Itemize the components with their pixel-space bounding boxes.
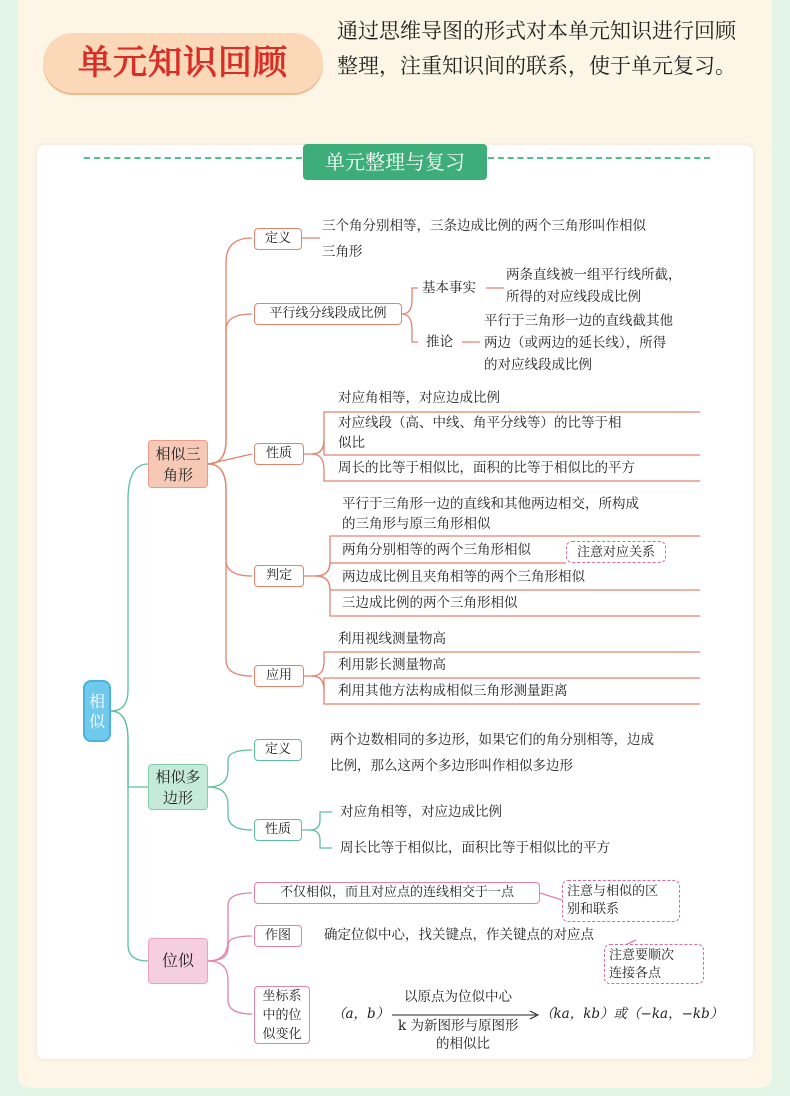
- corollary-line2: 两边（或两边的延长线），所得: [484, 335, 667, 351]
- arrow-label-top: 以原点为位似中心: [404, 989, 512, 1005]
- polygon-definition-line2: 比例，那么这两个多边形叫作相似多边形: [330, 758, 573, 774]
- homothety-note-1-line1: 注意与相似的区: [567, 884, 659, 899]
- homothety-drawing-label: 作图: [254, 925, 302, 947]
- judgement-1a: 平行于三角形一边的直线和其他两边相交，所构成: [342, 496, 639, 512]
- judgement-2: 两角分别相等的两个三角形相似: [342, 542, 531, 558]
- polygon-definition-label: 定义: [254, 739, 302, 761]
- homothety-node: 位似: [148, 938, 208, 984]
- judgement-note: 注意对应关系: [566, 541, 666, 563]
- homothety-drawing-text: 确定位似中心，找关键点，作关键点的对应点: [324, 927, 594, 943]
- basic-fact-line2: 所得的对应线段成比例: [506, 289, 641, 305]
- corollary-line3: 的对应线段成比例: [484, 357, 592, 373]
- homothety-note-2-line2: 连接各点: [609, 966, 662, 981]
- triangle-property-2b: 似比: [338, 435, 365, 451]
- application-1: 利用视线测量物高: [338, 631, 446, 647]
- homothety-note-1-line2: 别和联系: [567, 902, 620, 917]
- triangle-definition-line2: 三角形: [322, 244, 363, 260]
- homothety-note-2-line1: 注意要顺次: [609, 948, 675, 963]
- corollary-line1: 平行于三角形一边的直线截其他: [484, 313, 673, 329]
- polygon-property-label: 性质: [254, 819, 302, 841]
- similar-triangles-node: 相似三角形: [148, 440, 208, 488]
- homothety-note-2: [604, 944, 704, 984]
- application-2: 利用影长测量物高: [338, 657, 446, 673]
- parallel-lines-label: 平行线分线段成比例: [254, 303, 402, 325]
- polygon-property-1: 对应角相等，对应边成比例: [340, 804, 502, 820]
- triangle-definition-label: 定义: [254, 228, 302, 250]
- coordinate-image-points: （ka，kb）或（−ka，−kb）: [540, 1006, 724, 1022]
- judgement-1b: 的三角形与原三角形相似: [342, 516, 491, 532]
- triangle-judgement-label: 判定: [254, 565, 304, 587]
- banner-title: 单元知识回顾: [78, 43, 288, 83]
- triangle-definition-line1: 三个角分别相等，三条边成比例的两个三角形叫作相似: [322, 218, 646, 234]
- triangle-application-label: 应用: [254, 665, 304, 687]
- coordinate-homothety-label: 坐标系中的位似变化: [254, 986, 310, 1044]
- application-3: 利用其他方法构成相似三角形测量距离: [338, 683, 568, 699]
- polygon-definition-line1: 两个边数相同的多边形，如果它们的角分别相等，边成: [330, 732, 654, 748]
- root-node: 相似: [83, 680, 111, 742]
- arrow-label-bottom-2: 的相似比: [436, 1036, 490, 1052]
- triangle-property-3: 周长的比等于相似比，面积的比等于相似比的平方: [338, 460, 635, 476]
- mindmap-title: 单元整理与复习: [303, 144, 487, 180]
- homothety-note-1: [562, 880, 680, 922]
- polygon-property-2: 周长比等于相似比，面积比等于相似比的平方: [340, 840, 610, 856]
- basic-fact-label: 基本事实: [422, 280, 476, 296]
- judgement-4: 三边成比例的两个三角形相似: [342, 595, 518, 611]
- corollary-label: 推论: [426, 334, 453, 350]
- homothety-definition: 不仅相似，而且对应点的连线相交于一点: [254, 882, 540, 904]
- coordinate-source-point: （a，b）: [332, 1006, 390, 1022]
- similar-polygons-node: 相似多边形: [148, 764, 208, 810]
- triangle-property-label: 性质: [254, 443, 304, 465]
- judgement-3: 两边成比例且夹角相等的两个三角形相似: [342, 569, 585, 585]
- basic-fact-line1: 两条直线被一组平行线所截，: [506, 267, 682, 283]
- triangle-property-2a: 对应线段（高、中线、角平分线等）的比等于相: [338, 415, 622, 431]
- intro-text: 通过思维导图的形式对本单元知识进行回顾整理，注重知识间的联系，使于单元复习。: [337, 19, 736, 78]
- triangle-property-1: 对应角相等，对应边成比例: [338, 390, 500, 406]
- arrow-label-bottom-1: k 为新图形与原图形: [398, 1018, 519, 1034]
